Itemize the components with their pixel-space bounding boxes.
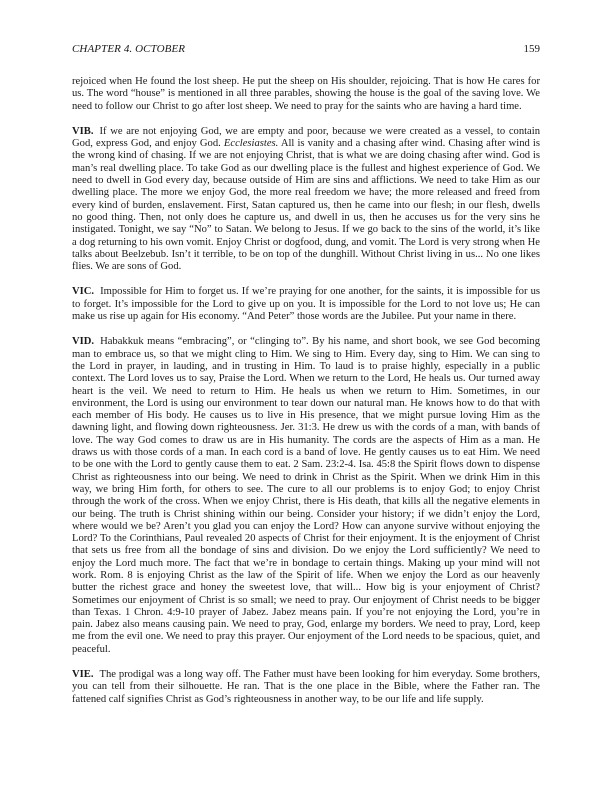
paragraph-vie — [72, 669, 540, 706]
running-header — [72, 43, 540, 57]
paragraph-vid — [72, 336, 540, 656]
paragraph-vib — [72, 126, 540, 274]
section-label: VIB. — [72, 125, 94, 137]
book-title: Ecclesiastes. — [223, 138, 279, 150]
paragraph-vic — [72, 286, 540, 323]
section-label: VID. — [72, 336, 95, 348]
paragraph-text: Habakkuk means “embracing”, or “clinging to”. By his name, and short book, we see God becoming man to embrace us, so that we might cling to Him. We sing to Him. Every day, sing to Him. We can sing to the Lord in prayer, in lauding, and in trusting in Him. To laud is to praise highly, especially in a public context. The Lord loves us to say, Praise the Lord. When we return to the Lord, He heals us. Our turned away heart is the veil. We need to return to Him. He heals us when we return to Him. Sometimes, in our environment, the Lord is using our environment to tear down our natural man. He knows how to do that with each member of His body. He causes us to live in His presence, that we might pursue loving Him as the dawning light, and flowing down righteousness. Jer. 31:3. He drew us with the cords of a man, with bands of love. The way God comes to draw us are in His humanity. The cords are the aspects of Him as a man. He draws us with those cords of a man. In each cord is a band of love. He gently causes us to eat Him. We need to be one with the Lord to gently cause them to eat. 2 Sam. 23:2-4. Isa. 45:8 the Spirit flows down to dispense Christ as righteousness into our being. We need to drink in Christ as the Spirit. When we drink Him in this way, we bring Him forth, for others to see. The cure to all our problems is to enjoy God; to enjoy Christ through the work of the cross. When we enjoy Christ, there is His death, that kills all the negative elements in our being. The truth is Christ shining within our being. Consider your history; if we didn’t enjoy the Lord, where would we be? Aren’t you glad you can enjoy the Lord? How can anyone survive without enjoying the Lord? To the Corinthians, Paul revealed 20 aspects of Christ for their enjoyment. It is the enjoyment of Christ that sets us free from all the bondage of sins and division. Do we enjoy the Lord sufficiently? We need to enjoy the Lord much more. The fact that we’re in bondage to certain things. Making up your mind will not work. Rom. 8 is enjoying Christ as the law of the Spirit of life. When we enjoy the Lord as our heavenly butter the richest grace and honey the sweetest love, that will... How big is your enjoyment of Christ? Sometimes our enjoyment of Christ is so small; we need to pray. Our enjoyment of Christ needs to be bigger than Texas. 1 Chron. 4:9-10 prayer of Jabez. Jabez means pain. If you’re not enjoying the Lord, you’re in pain. Jabez also means causing pain. We need to pray, God, enlarge my borders. We need to pray, Lord, keep me from the evil one. We need to pray this prayer. Our enjoyment of the Lord needs to be spacious, quiet, and peaceful. — [72, 336, 540, 655]
document-page — [72, 43, 540, 719]
page-number: 159 — [523, 43, 540, 55]
paragraph-text: All is vanity and a chasing after wind. Chasing after wind is the wrong kind of chasing. If we are not enjoying Christ, that is what we are doing chasing after wind. God is man’s real dwelling place. To take God as our dwelling place is the fullest and highest experience of God. We need to dwell in God every day, because outside of Him are sins and afflictions. We need to take Him as our dwelling place. The more we enjoy God, the more real freedom we have; the more released and freed from every kind of burden, enslavement. First, Satan captured us, then he came into our flesh; in our flesh, dwells no good thing. Then, not only does he capture us, and dwell in us, then he accuses us for the very sins he instigated. Tonight, we say “No” to Satan. We belong to Jesus. If we go back to the sins of the world, it’s like a dog returning to his own vomit. Enjoy Christ or dogfood, dung, and vomit. The Lord is very strong when He talks about Beelzebub. Isn’t it terrible, to be on top of the dunghill. Without Christ living in us... No one likes flies. We are sons of God. — [72, 138, 541, 273]
paragraph-text: rejoiced when He found the lost sheep. He put the sheep on His shoulder, rejoicing. That is how He cares for us. The word “house” is mentioned in all three parables, showing the house is the goal of the saving love. We need to follow our Christ to go after lost sheep. We need to pray for the saints who are having a hard time. — [72, 76, 540, 112]
paragraph-text: Impossible for Him to forget us. If we’re praying for one another, for the saints, it is impossible for us to forget. It’s impossible for the Lord to give up on you. It is impossible for the Lord to not love us; He can make us rise up again for His economy. “And Peter” those words are the Jubilee. Put your name in there. — [72, 286, 540, 323]
section-label: VIE. — [72, 669, 94, 681]
paragraph-continued — [72, 76, 540, 113]
chapter-title: CHAPTER 4. OCTOBER — [72, 43, 186, 55]
paragraph-text: If we are not enjoying God, we are empty and poor, because we were created as a vessel, to contain God, express God, and enjoy God. — [72, 125, 540, 150]
section-label: VIC. — [72, 286, 95, 298]
paragraph-text: The prodigal was a long way off. The Father must have been looking for him everyday. Some brothers, you can tell from their silhouette. He ran. That is the one place in the Bible, where the Father ran. The fattened calf signifies Christ as God’s righteousness in another way, to be our life and life supply. — [72, 669, 540, 705]
